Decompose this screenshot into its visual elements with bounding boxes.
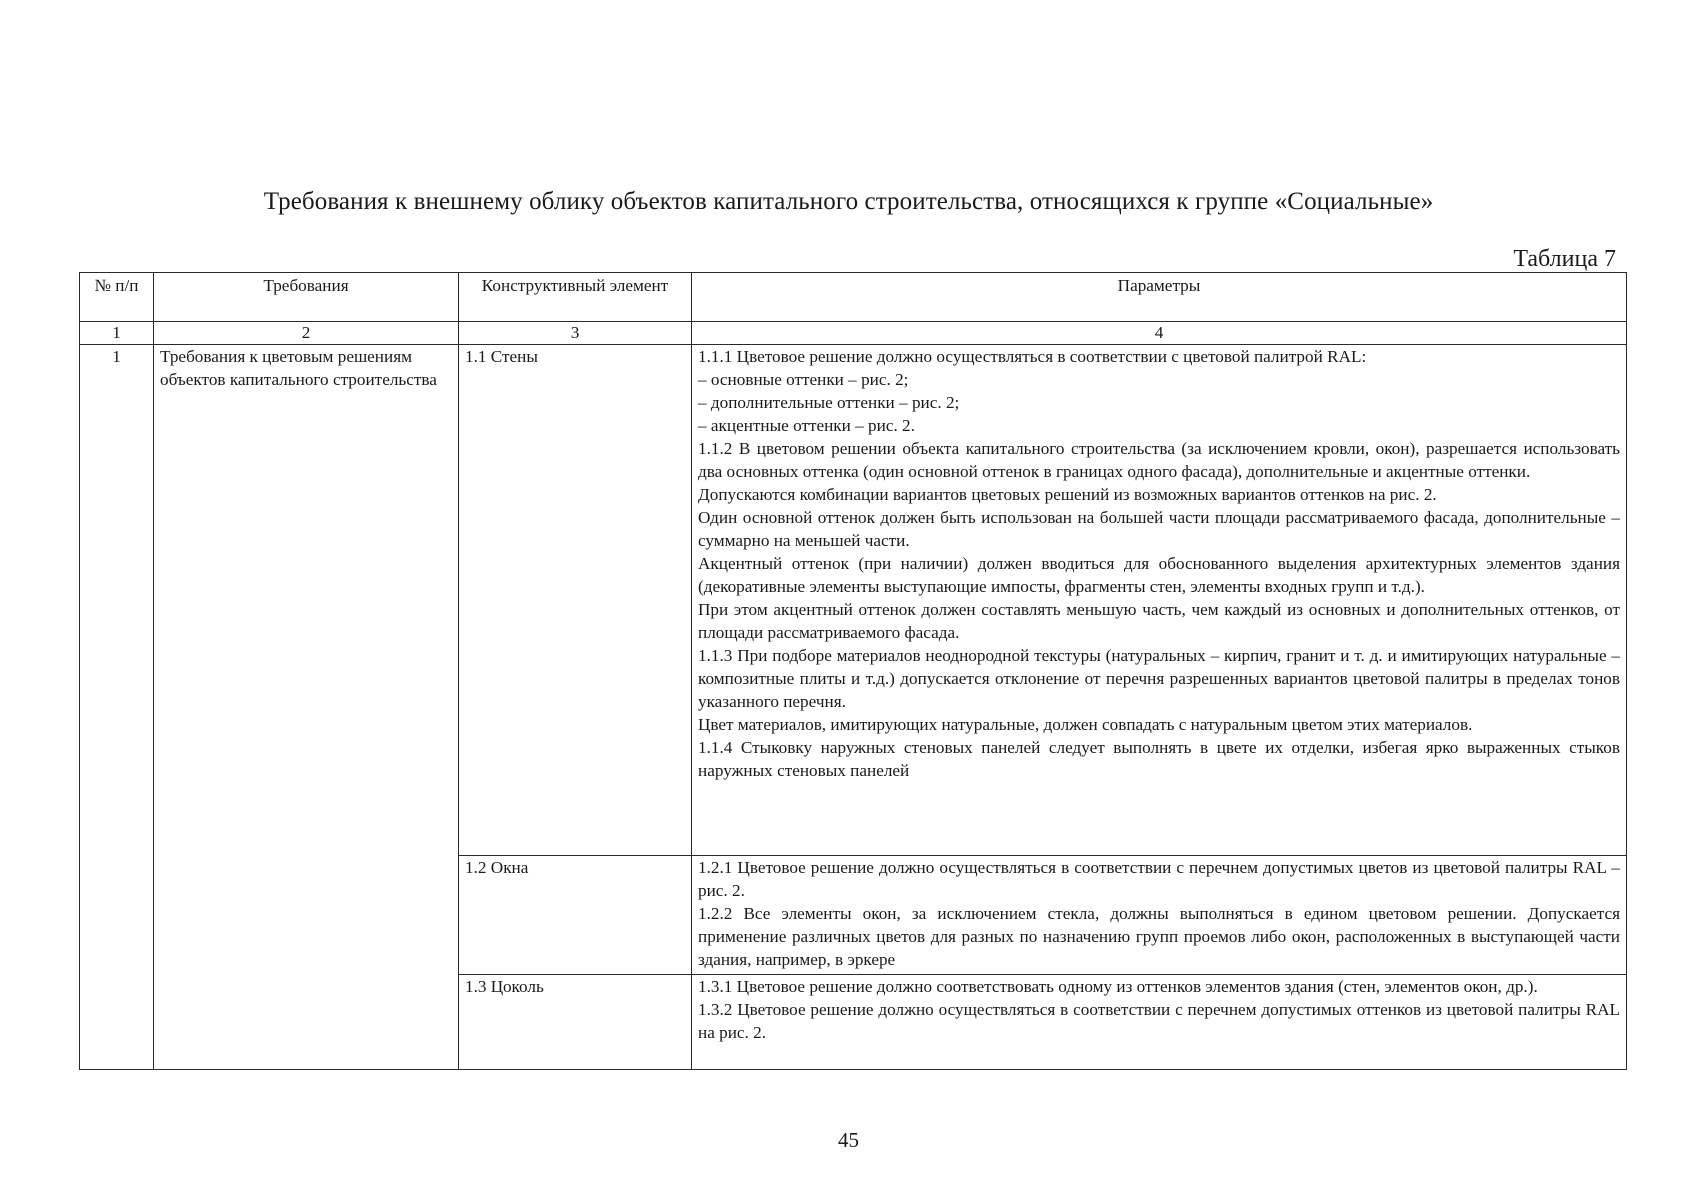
params-plinth bbox=[692, 975, 1627, 1070]
param-paragraph: Акцентный оттенок (при наличии) должен вводиться для обоснованного выделения архитектурных элементов здания (декоративные элементы выступающие импосты, фрагменты стен, элементы входных групп и т.д.). bbox=[698, 554, 1620, 596]
document-title: Требования к внешнему облику объектов капитального строительства, относящихся к группе «Социальные» bbox=[263, 188, 1434, 215]
param-paragraph: Допускаются комбинации вариантов цветовых решений из возможных вариантов оттенков на рис. 2. bbox=[698, 485, 1437, 504]
table-row bbox=[80, 345, 1627, 856]
element-plinth: 1.3 Цоколь bbox=[459, 975, 692, 1070]
param-paragraph: – акцентные оттенки – рис. 2. bbox=[698, 416, 915, 435]
element-windows: 1.2 Окна bbox=[459, 856, 692, 975]
param-paragraph: 1.1.1 Цветовое решение должно осуществляться в соответствии с цветовой палитрой RAL: bbox=[698, 347, 1367, 366]
param-paragraph: Цвет материалов, имитирующих натуральные, должен совпадать с натуральным цветом этих материалов. bbox=[698, 715, 1473, 734]
header-element: Конструктивный элемент bbox=[459, 273, 692, 322]
param-paragraph: При этом акцентный оттенок должен составлять меньшую часть, чем каждый из основных и дополнительных оттенков, от площади рассматриваемого фасада. bbox=[698, 600, 1620, 642]
header-number: № п/п bbox=[80, 273, 154, 322]
page-number: 45 bbox=[838, 1128, 859, 1152]
param-paragraph: 1.3.1 Цветовое решение должно соответствовать одному из оттенков элементов здания (стен, элементов окон, др.). bbox=[698, 977, 1538, 996]
param-paragraph: 1.1.4 Стыковку наружных стеновых панелей следует выполнять в цвете их отделки, избегая ярко выраженных стыков наружных стеновых панелей bbox=[698, 738, 1620, 780]
param-paragraph: 1.2.1 Цветовое решение должно осуществляться в соответствии с перечнем допустимых цветов из цветовой палитры RAL – рис. 2. bbox=[698, 858, 1620, 900]
header-parameters: Параметры bbox=[692, 273, 1627, 322]
column-number: 4 bbox=[692, 322, 1627, 345]
requirement-cell: Требования к цветовым решениям объектов капитального строительства bbox=[154, 345, 459, 1070]
param-paragraph: 1.1.2 В цветовом решении объекта капитального строительства (за исключением кровли, окон), разрешается использовать два основных оттенка (один основной оттенок в границах одного фасада), дополнительные и акцентные оттенки. bbox=[698, 439, 1620, 481]
header-requirements: Требования bbox=[154, 273, 459, 322]
requirements-table bbox=[79, 272, 1627, 1070]
param-paragraph: – основные оттенки – рис. 2; bbox=[698, 370, 909, 389]
element-walls: 1.1 Стены bbox=[459, 345, 692, 856]
params-windows bbox=[692, 856, 1627, 975]
param-paragraph: 1.2.2 Все элементы окон, за исключением стекла, должны выполняться в едином цветовом решении. Допускается применение различных цветов для разных по назначению групп проемов либо окон, расположенных в выступающей части здания, например, в эркере bbox=[698, 904, 1620, 969]
header-row bbox=[80, 273, 1627, 322]
column-number: 3 bbox=[459, 322, 692, 345]
params-walls bbox=[692, 345, 1627, 856]
column-number-row bbox=[80, 322, 1627, 345]
table-label: Таблица 7 bbox=[1513, 246, 1616, 272]
param-paragraph: – дополнительные оттенки – рис. 2; bbox=[698, 393, 960, 412]
param-paragraph: 1.3.2 Цветовое решение должно осуществляться в соответствии с перечнем допустимых оттенков из цветовой палитры RAL на рис. 2. bbox=[698, 1000, 1620, 1042]
column-number: 1 bbox=[80, 322, 154, 345]
column-number: 2 bbox=[154, 322, 459, 345]
row-number: 1 bbox=[80, 345, 154, 1070]
param-paragraph: Один основной оттенок должен быть использован на большей части площади рассматриваемого фасада, дополнительные – суммарно на меньшей части. bbox=[698, 508, 1620, 550]
param-paragraph: 1.1.3 При подборе материалов неоднородной текстуры (натуральных – кирпич, гранит и т. д. и имитирующих натуральные – композитные плиты и т.д.) допускается отклонение от перечня разрешенных вариантов цветовой палитры в пределах тонов указанного перечня. bbox=[698, 646, 1620, 711]
